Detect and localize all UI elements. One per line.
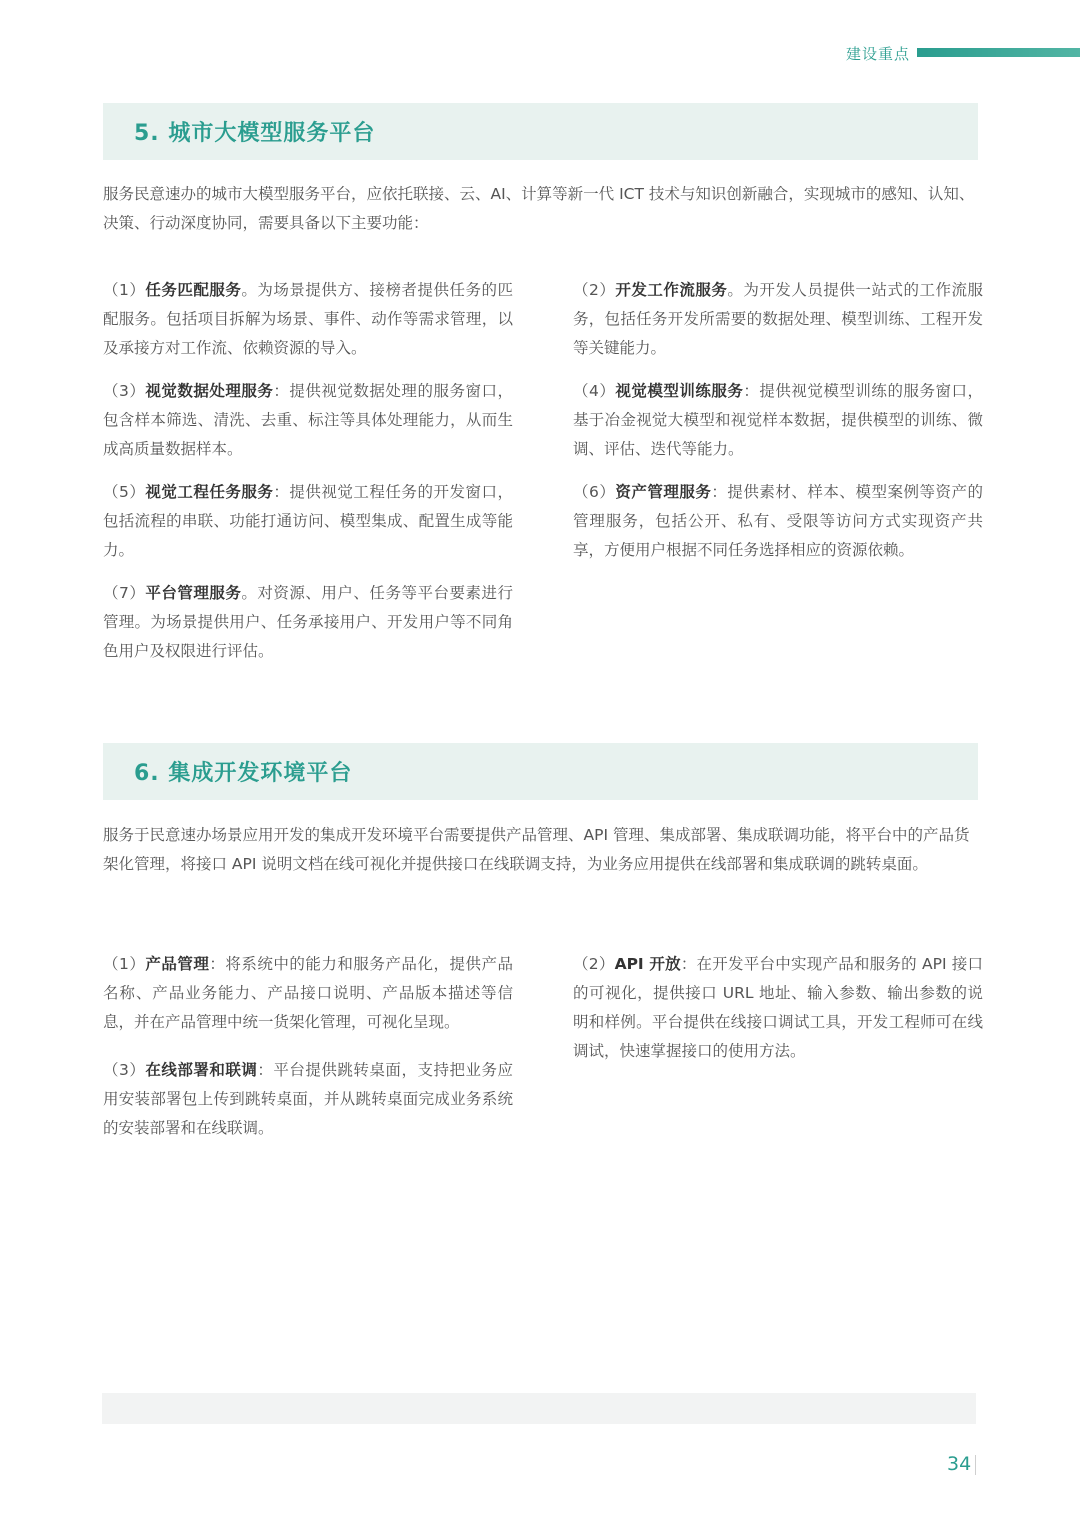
section-6-item-1 — [103, 950, 513, 1037]
item-name: 资产管理服务 — [615, 483, 712, 501]
section-6-item-2 — [573, 950, 983, 1066]
section-5-item-4 — [573, 377, 983, 464]
page-number-divider — [975, 1455, 976, 1475]
section-6-title: 6. 集成开发环境平台 — [134, 761, 353, 786]
item-number: （4） — [573, 382, 616, 400]
header-accent-bar — [917, 48, 1080, 57]
item-text: ：提供视觉模型训练的服务窗口，基于冶金视觉大模型和视觉样本数据，提供模型的训练、微调、评估、迭代等能力。 — [573, 382, 983, 458]
item-name: 任务匹配服务 — [145, 281, 242, 299]
item-name: 在线部署和联调 — [145, 1061, 258, 1079]
item-text: ：提供素材、样本、模型案例等资产的管理服务，包括公开、私有、受限等访问方式实现资产共享，方便用户根据不同任务选择相应的资源依赖。 — [573, 483, 983, 559]
section-5-item-1 — [103, 276, 513, 363]
item-text: ：提供视觉数据处理的服务窗口，包含样本筛选、清洗、去重、标注等具体处理能力，从而生成高质量数据样本。 — [103, 382, 513, 458]
item-text: 。为开发人员提供一站式的工作流服务，包括任务开发所需要的数据处理、模型训练、工程开发等关键能力。 — [573, 281, 983, 357]
item-name: 视觉工程任务服务 — [145, 483, 274, 501]
item-text: ：提供视觉工程任务的开发窗口，包括流程的串联、功能打通访问、模型集成、配置生成等能力。 — [103, 483, 513, 559]
item-text: 。对资源、用户、任务等平台要素进行管理。为场景提供用户、任务承接用户、开发用户等不同角色用户及权限进行评估。 — [103, 584, 513, 660]
item-number: （1） — [103, 281, 146, 299]
item-number: （1） — [103, 955, 146, 973]
footer-band — [102, 1393, 976, 1424]
section-5-item-7 — [103, 579, 513, 666]
section-5-item-5 — [103, 478, 513, 565]
item-name: 平台管理服务 — [145, 584, 242, 602]
item-text: ：将系统中的能力和服务产品化，提供产品名称、产品业务能力、产品接口说明、产品版本描述等信息，并在产品管理中统一货架化管理，可视化呈现。 — [103, 955, 513, 1031]
item-number: （3） — [103, 382, 146, 400]
item-number: （5） — [103, 483, 146, 501]
section-5-title: 5. 城市大模型服务平台 — [134, 121, 376, 146]
item-name: API 开放 — [614, 955, 681, 973]
item-name: 视觉模型训练服务 — [615, 382, 744, 400]
section-5-item-6 — [573, 478, 983, 565]
section-5-intro: 服务民意速办的城市大模型服务平台，应依托联接、云、AI、计算等新一代 ICT 技术与知识创新融合，实现城市的感知、认知、决策、行动深度协同，需要具备以下主要功能： — [103, 185, 975, 232]
item-text: ：平台提供跳转桌面，支持把业务应用安装部署包上传到跳转桌面，并从跳转桌面完成业务系统的安装部署和在线联调。 — [103, 1061, 513, 1137]
section-6-title-box — [103, 743, 978, 800]
running-header: 建设重点 — [846, 45, 911, 63]
item-number: （2） — [573, 281, 616, 299]
page-number: 34 — [947, 1453, 972, 1475]
item-name: 开发工作流服务 — [615, 281, 728, 299]
item-name: 视觉数据处理服务 — [145, 382, 274, 400]
item-number: （2） — [573, 955, 615, 973]
item-number: （6） — [573, 483, 616, 501]
item-text: ：在开发平台中实现产品和服务的 API 接口的可视化，提供接口 URL 地址、输入参数、输出参数的说明和样例。平台提供在线接口调试工具，开发工程师可在线调试，快速掌握接口的使用方法。 — [573, 955, 983, 1060]
section-5-item-3 — [103, 377, 513, 464]
item-number: （7） — [103, 584, 146, 602]
item-text: 。为场景提供方、接榜者提供任务的匹配服务。包括项目拆解为场景、事件、动作等需求管理，以及承接方对工作流、依赖资源的导入。 — [103, 281, 513, 357]
section-5-item-2 — [573, 276, 983, 363]
section-5-title-box — [103, 103, 978, 160]
item-number: （3） — [103, 1061, 146, 1079]
section-6-intro: 服务于民意速办场景应用开发的集成开发环境平台需要提供产品管理、API 管理、集成部署、集成联调功能，将平台中的产品货架化管理，将接口 API 说明文档在线可视化并提供接口在线联调支持，为业务应用提供在线部署和集成联调的跳转桌面。 — [103, 826, 970, 873]
item-name: 产品管理 — [145, 955, 210, 973]
section-6-item-3 — [103, 1056, 513, 1143]
